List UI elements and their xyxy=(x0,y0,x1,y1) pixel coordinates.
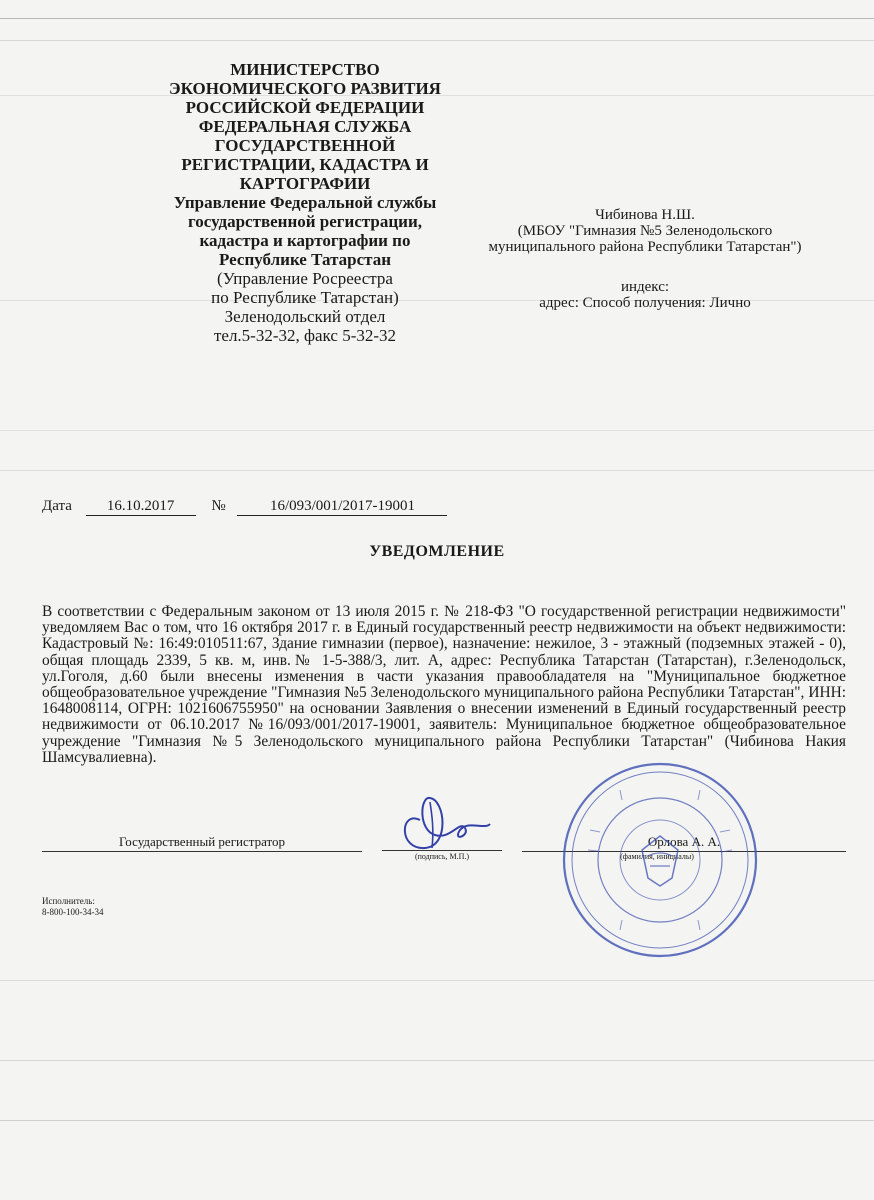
sender-line: Управление Федеральной службы xyxy=(173,193,437,212)
signer-role: Государственный регистратор xyxy=(42,834,362,852)
handwritten-signature xyxy=(390,790,500,860)
number-label: № xyxy=(211,498,226,514)
sender-line: МИНИСТЕРСТВО xyxy=(230,60,380,79)
signature-note: (подпись, М.П.) xyxy=(414,852,470,861)
recipient-index: индекс: xyxy=(620,279,670,295)
recipient-address: адрес: Способ получения: Лично xyxy=(539,295,751,311)
sender-line: ГОСУДАРСТВЕННОЙ xyxy=(214,136,396,155)
sender-line: КАРТОГРАФИИ xyxy=(239,174,371,193)
date-value: 16.10.2017 xyxy=(86,498,196,516)
sender-line: (Управление Росреестра xyxy=(217,269,393,288)
sender-line: по Республике Татарстан) xyxy=(211,288,399,307)
official-seal xyxy=(560,760,760,960)
date-label: Дата xyxy=(42,498,72,514)
sender-line: Зеленодольский отдел xyxy=(224,307,386,326)
scan-artifact xyxy=(0,18,874,19)
recipient-name: Чибинова Н.Ш. xyxy=(595,207,695,223)
scan-artifact xyxy=(0,1060,874,1061)
executor-label: Исполнитель: xyxy=(42,896,95,906)
sender-line: Республике Татарстан xyxy=(219,250,391,269)
sender-line: ФЕДЕРАЛЬНАЯ СЛУЖБА xyxy=(198,117,412,136)
scan-artifact xyxy=(0,430,874,431)
sender-line: РОССИЙСКОЙ ФЕДЕРАЦИИ xyxy=(185,98,425,117)
sender-block xyxy=(150,60,460,345)
recipient-block xyxy=(455,207,835,311)
sender-line: ЭКОНОМИЧЕСКОГО РАЗВИТИЯ xyxy=(169,79,441,98)
sender-line: государственной регистрации, xyxy=(187,212,423,231)
sender-line: РЕГИСТРАЦИИ, КАДАСТРА И xyxy=(181,155,429,174)
recipient-org: (МБОУ "Гимназия №5 Зеленодольского xyxy=(517,223,773,239)
executor-phone: 8-800-100-34-34 xyxy=(42,907,104,917)
sender-line: кадастра и картографии по xyxy=(199,231,411,250)
number-value: 16/093/001/2017-19001 xyxy=(237,498,447,516)
signer-name: Орлова А. А. xyxy=(522,834,846,852)
sender-line: тел.5-32-32, факс 5-32-32 xyxy=(213,326,397,345)
document-title: УВЕДОМЛЕНИЕ xyxy=(369,543,505,560)
scan-artifact xyxy=(0,1120,874,1121)
scan-artifact xyxy=(0,980,874,981)
notification-body: В соответствии с Федеральным законом от 13 июля 2015 г. № 218-ФЗ "О государственной регистрации недвижимости" уведомляем Вас о том, что 16 октября 2017 г. в Единый государственный реестр недвижимости на объект недвижимости: Кадастровый №: 16:49:010511:67, Здание гимназии (первое), назначение: нежилое, 3 - этажный (подземных этажей - 0), общая площадь 2339, 5 кв. м, инв.№ 1-5-388/3, лит. А, адрес: Республика Татарстан (Татарстан), г.Зеленодольск, ул.Гоголя, д.60 были внесены изменения в части указания правообладателя на "Муниципальное бюджетное общеобразовательное учреждение "Гимназия №5 Зеленодольского муниципального района Республики Татарстан", ИНН: 1648008114, ОГРН: 1021606755950" на основании Заявления о внесении изменений в Единый государственный реестр недвижимости от 06.10.2017 №16/093/001/2017-19001, заявитель: Муниципальное бюджетное общеобразовательное учреждение "Гимназия №5 Зеленодольского муниципального района Республики Татарстан" (Чибинова Накия Шамсувалиевна). xyxy=(42,603,846,766)
scan-artifact xyxy=(0,40,874,41)
executor-block xyxy=(42,896,104,918)
name-note: (фамилия, инициалы) xyxy=(620,852,694,861)
scan-artifact xyxy=(0,470,874,471)
recipient-org: муниципального района Республики Татарстан") xyxy=(488,239,802,255)
date-line xyxy=(42,498,447,516)
